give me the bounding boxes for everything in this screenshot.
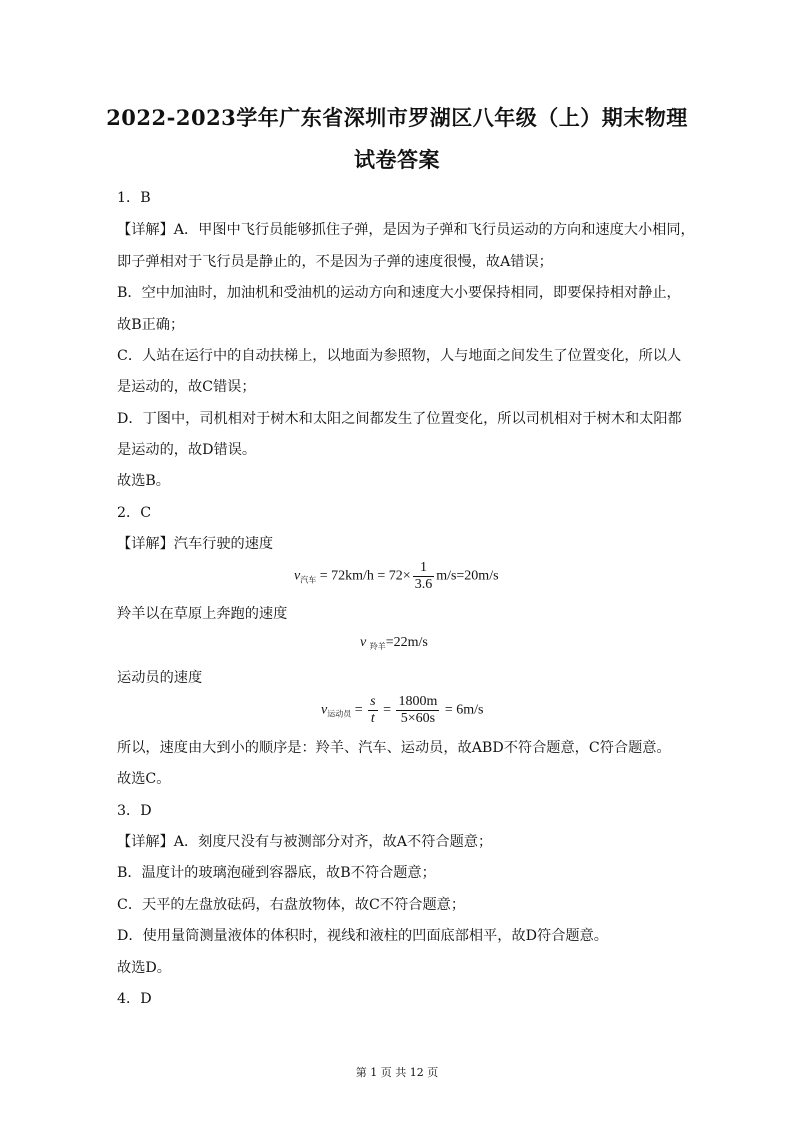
fraction-denominator: 3.6 bbox=[414, 577, 433, 592]
answer-2-line: 【详解】汽车行驶的速度 bbox=[117, 536, 274, 552]
formula-text: = bbox=[351, 702, 367, 718]
answer-1-line: B．空中加油时，加油机和受油机的运动方向和速度大小要保持相同，即要保持相对静止， bbox=[117, 285, 681, 301]
formula-subscript: 羚羊 bbox=[369, 642, 386, 651]
answer-1-line: C．人站在运行中的自动扶梯上，以地面为参照物，人与地面之间发生了位置变化，所以人 bbox=[117, 348, 682, 364]
formula-antelope-speed bbox=[360, 635, 428, 652]
formula-fraction bbox=[368, 694, 377, 727]
answer-3-conclusion: 故选D。 bbox=[117, 960, 171, 976]
fraction-numerator: 1 bbox=[419, 560, 427, 575]
formula-text: = 72km/h = 72× bbox=[316, 568, 411, 584]
answer-3-line: D．使用量筒测量液体的体积时，视线和液柱的凹面底部相平，故D符合题意。 bbox=[117, 928, 608, 944]
answer-1-conclusion: 故选B。 bbox=[117, 473, 170, 489]
answer-3-line: C．天平的左盘放砝码，右盘放物体，故C不符合题意； bbox=[117, 897, 466, 913]
answer-1-line: 【详解】A．甲图中飞行员能够抓住子弹，是因为子弹和飞行员运动的方向和速度大小相同， bbox=[117, 222, 695, 238]
formula-car-speed bbox=[294, 560, 499, 593]
doc-title-line2: 试卷答案 bbox=[354, 147, 440, 172]
answer-1-line: D．丁图中，司机相对于树木和太阳之间都发生了位置变化，所以司机相对于树木和太阳都 bbox=[117, 411, 682, 427]
answer-1-line: 是运动的，故C错误； bbox=[117, 379, 256, 395]
formula-subscript: 运动员 bbox=[327, 709, 352, 719]
fraction-denominator: 5×60s bbox=[396, 710, 439, 727]
answer-3-heading: 3．D bbox=[117, 803, 152, 819]
formula-fraction bbox=[413, 560, 435, 593]
page-footer: 第 1 页 共 12 页 bbox=[355, 1066, 439, 1079]
fraction-numerator: s bbox=[370, 694, 376, 709]
formula-text: =22m/s bbox=[385, 635, 428, 650]
answer-2-heading: 2．C bbox=[117, 505, 152, 521]
answer-1-line: 即子弹相对于飞行员是静止的，不是因为子弹的速度很慢，故A错误； bbox=[117, 254, 553, 270]
answer-2-line: 运动员的速度 bbox=[117, 670, 203, 686]
formula-var: v bbox=[321, 702, 328, 718]
answer-3-line: 【详解】A．刻度尺没有与被测部分对齐，故A不符合题意； bbox=[117, 834, 493, 850]
formula-text: = 6m/s bbox=[441, 702, 484, 718]
answer-3-line: B．温度计的玻璃泡碰到容器底，故B不符合题意； bbox=[117, 865, 436, 881]
answer-1-line: 是运动的，故D错误。 bbox=[117, 442, 257, 458]
answer-1-line: 故B正确； bbox=[117, 317, 185, 333]
formula-fraction bbox=[396, 694, 439, 727]
fraction-numerator: 1800m bbox=[398, 694, 438, 709]
formula-athlete-speed bbox=[321, 694, 484, 727]
formula-text: = bbox=[379, 702, 395, 718]
doc-title-line1: 2022-2023学年广东省深圳市罗湖区八年级（上）期末物理 bbox=[106, 105, 688, 130]
formula-var: v bbox=[294, 568, 301, 584]
formula-subscript: 汽车 bbox=[300, 575, 317, 585]
answer-2-line: 羚羊以在草原上奔跑的速度 bbox=[117, 606, 288, 622]
answer-2-conclusion: 故选C。 bbox=[117, 771, 171, 787]
fraction-denominator: t bbox=[368, 710, 377, 727]
formula-var: v bbox=[360, 635, 367, 650]
answer-4-heading: 4．D bbox=[117, 991, 152, 1007]
formula-text: m/s=20m/s bbox=[436, 568, 499, 584]
answer-1-heading: 1．B bbox=[117, 190, 151, 206]
answer-2-line: 所以，速度由大到小的顺序是：羚羊、汽车、运动员，故ABD不符合题意，C符合题意。 bbox=[117, 740, 671, 756]
